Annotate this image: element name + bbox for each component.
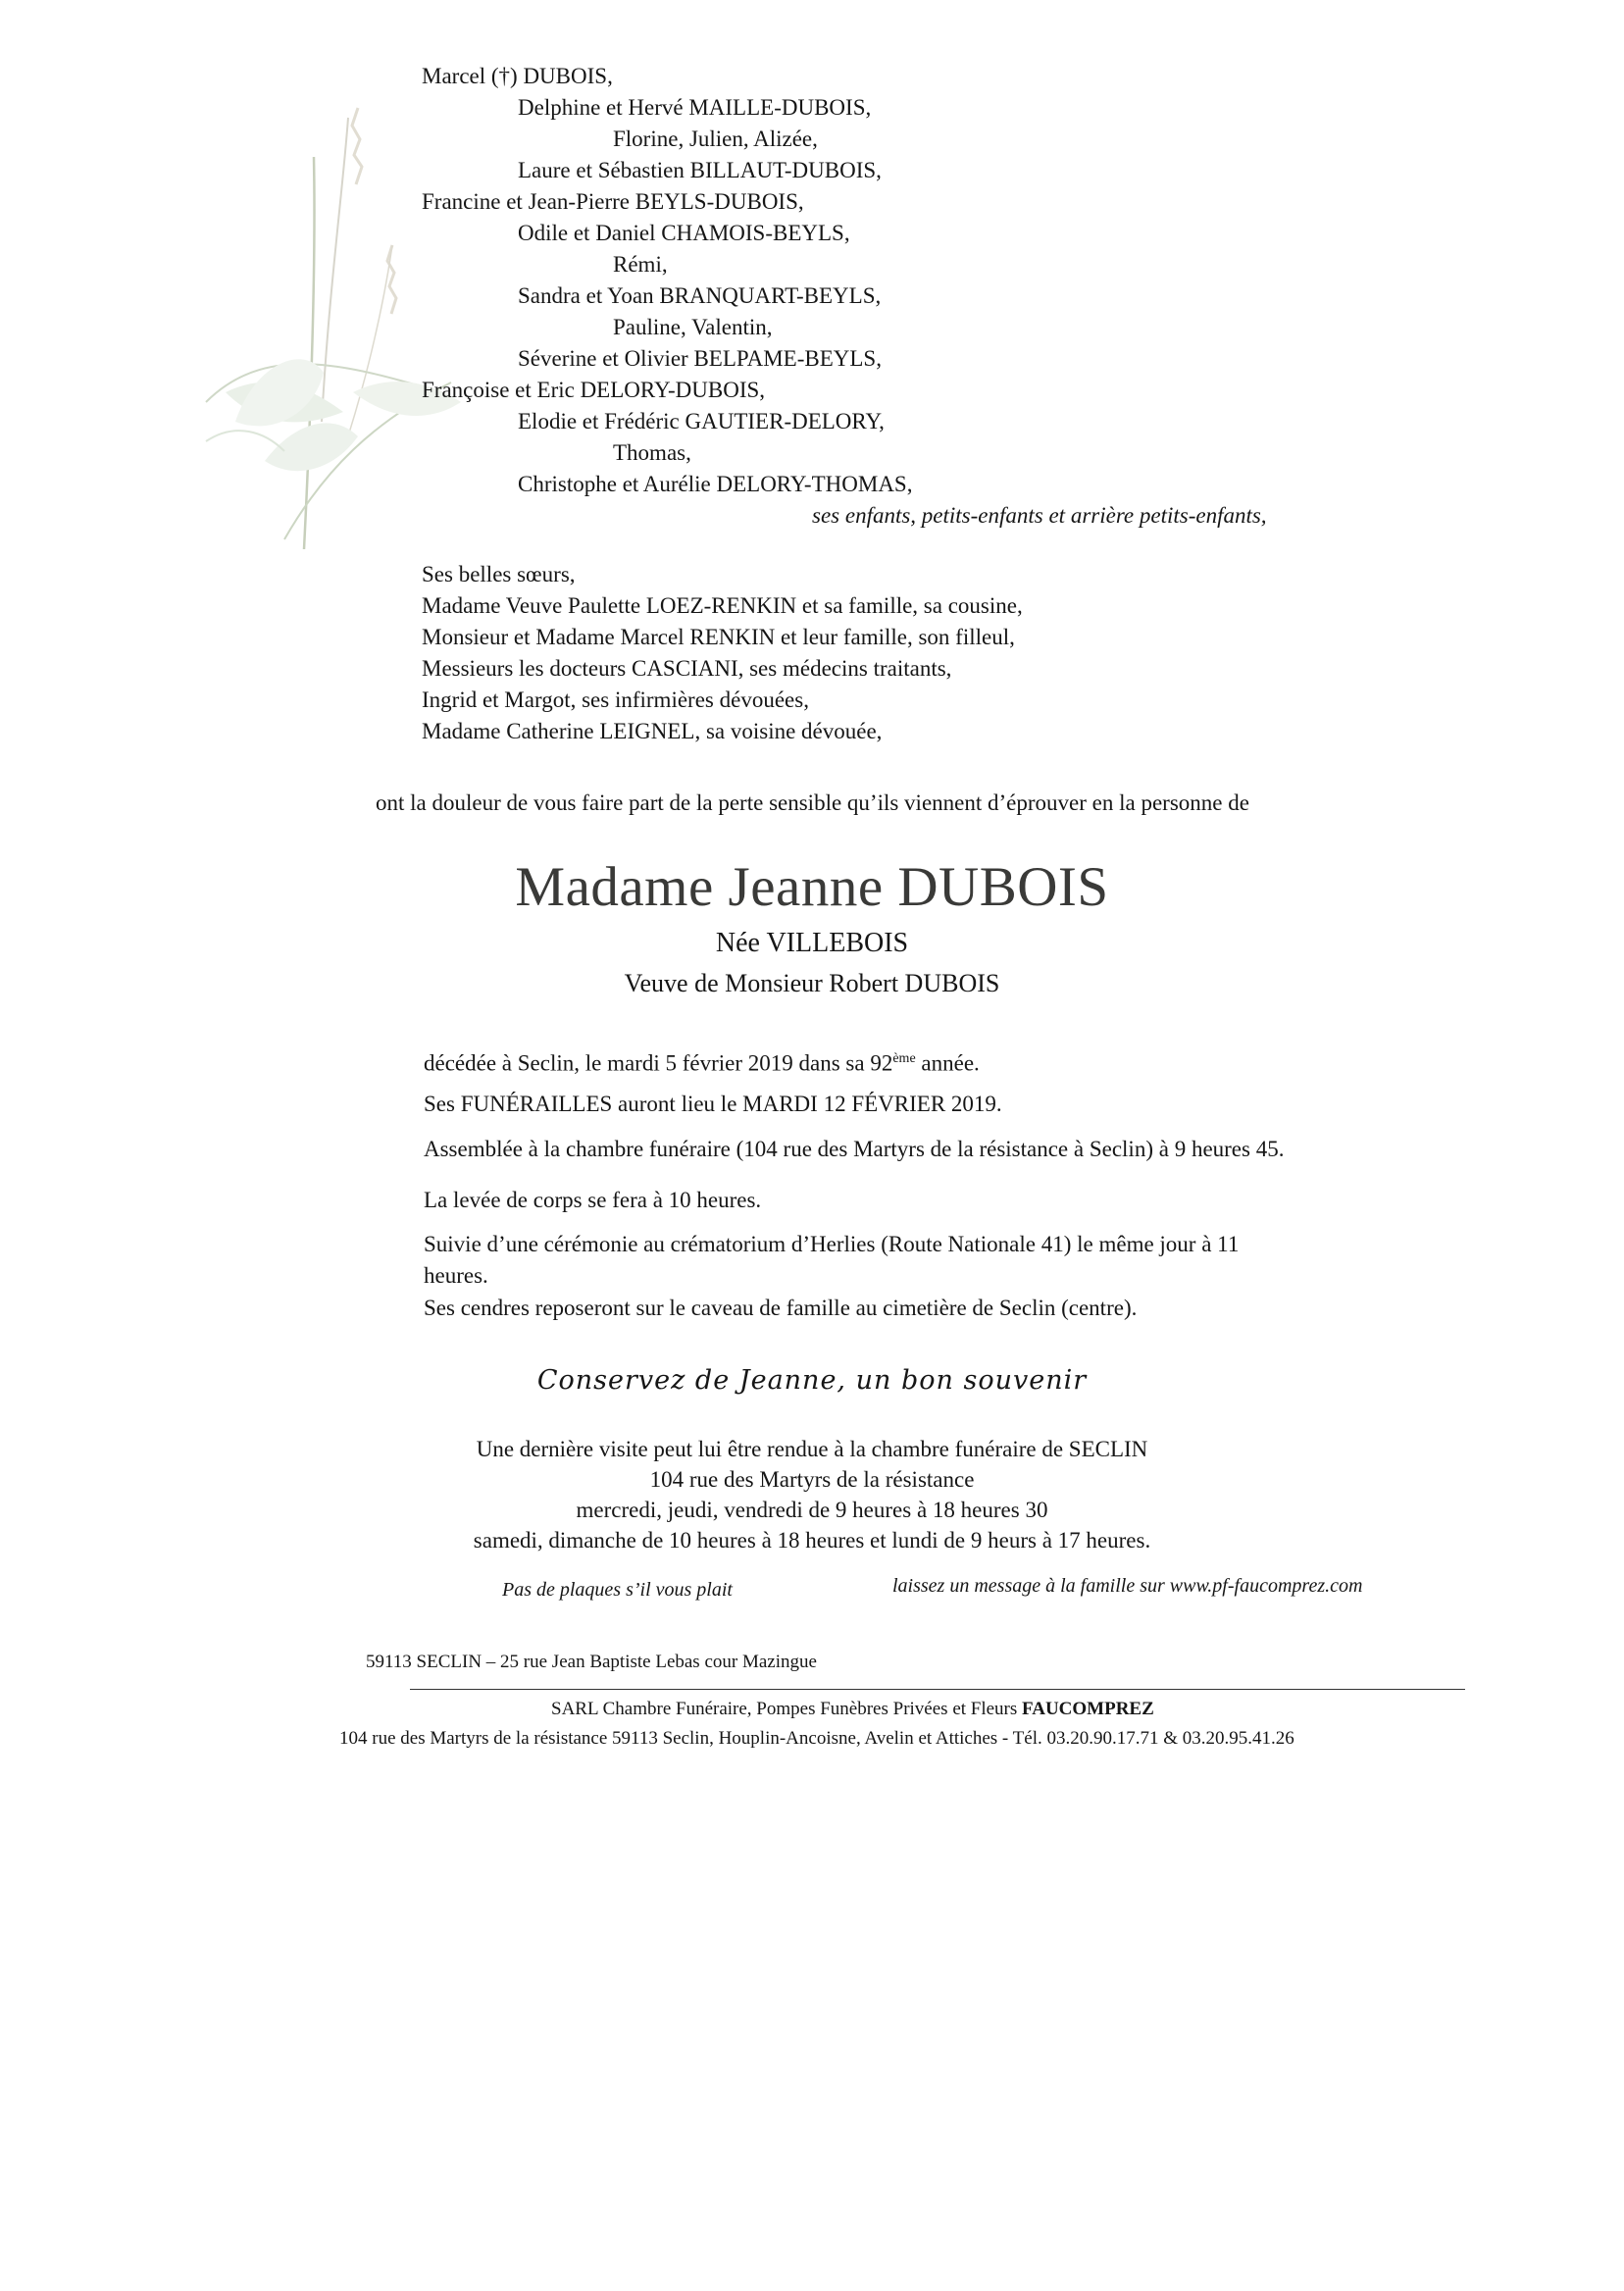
family-line: Sandra et Yoan BRANQUART-BEYLS, [518,283,882,308]
others-line: Madame Catherine LEIGNEL, sa voisine dévouée, [422,719,883,743]
footer-divider [410,1689,1465,1690]
family-line: Francine et Jean-Pierre BEYLS-DUBOIS, [422,189,804,214]
visit-line: 104 rue des Martyrs de la résistance [649,1467,975,1492]
announcement-text: ont la douleur de vous faire part de la perte sensible qu’ils viennent d’éprouver en la personne de [376,790,1249,815]
family-line: Delphine et Hervé MAILLE-DUBOIS, [518,95,872,120]
online-message-note: laissez un message à la famille sur www.pf-faucomprez.com [892,1575,1363,1597]
others-line: Monsieur et Madame Marcel RENKIN et leur famille, son filleul, [422,625,1015,649]
footer-address: 59113 SECLIN – 25 rue Jean Baptiste Lebas cour Mazingue [366,1652,817,1672]
deceased-widow-of: Veuve de Monsieur Robert DUBOIS [624,969,1000,997]
company-label: SARL Chambre Funéraire, Pompes Funèbres Privées et Fleurs [551,1699,1023,1719]
family-line: Florine, Julien, Alizée, [613,127,818,151]
company-address: 104 rue des Martyrs de la résistance 59113 Seclin, Houplin-Ancoisne, Avelin et Attiches - Tél. 03.20.90.17.71 & 03.20.95.41.26 [339,1728,1294,1749]
family-line: Rémi, [613,252,668,277]
death-text: décédée à Seclin, le mardi 5 février 2019 dans sa 92 [424,1050,893,1076]
family-line: Elodie et Frédéric GAUTIER-DELORY, [518,409,885,433]
family-line: Marcel (†) DUBOIS, [422,64,613,88]
death-line [424,1044,980,1080]
family-line: Laure et Sébastien BILLAUT-DUBOIS, [518,158,882,182]
family-line: Pauline, Valentin, [613,315,773,339]
company-line [551,1699,1154,1720]
family-line: Odile et Daniel CHAMOIS-BEYLS, [518,221,850,245]
visit-line: samedi, dimanche de 10 heures à 18 heures et lundi de 9 heurs à 17 heures. [473,1528,1151,1553]
no-plaques-note: Pas de plaques s’il vous plait [502,1579,733,1601]
memory-phrase: Conservez de Jeanne, un bon souvenir [536,1365,1088,1396]
others-line: Ses belles sœurs, [422,562,576,586]
lily-flower-illustration [147,98,471,559]
deceased-name: Madame Jeanne DUBOIS [515,856,1109,918]
family-line: Christophe et Aurélie DELORY-THOMAS, [518,472,913,496]
others-line: Madame Veuve Paulette LOEZ-RENKIN et sa famille, sa cousine, [422,593,1023,618]
ceremony-line: Suivie d’une cérémonie au crématorium d’Herlies (Route Nationale 41) le même jour à 11 [424,1232,1240,1256]
deceased-birth-name: Née VILLEBOIS [715,928,909,958]
levee-line: La levée de corps se fera à 10 heures. [424,1188,762,1212]
visit-line: Une dernière visite peut lui être rendue à la chambre funéraire de SECLIN [476,1437,1148,1461]
visit-line: mercredi, jeudi, vendredi de 9 heures à 18 heures 30 [576,1498,1048,1522]
family-line: Françoise et Eric DELORY-DUBOIS, [422,378,766,402]
family-summary: ses enfants, petits-enfants et arrière petits-enfants, [812,503,1267,528]
ceremony-line-continued: heures. [424,1263,488,1288]
family-line: Séverine et Olivier BELPAME-BEYLS, [518,346,882,371]
family-line: Thomas, [613,440,691,465]
death-suffix: année. [915,1050,980,1076]
others-line: Messieurs les docteurs CASCIANI, ses médecins traitants, [422,656,952,681]
ashes-line: Ses cendres reposeront sur le caveau de famille au cimetière de Seclin (centre). [424,1296,1138,1320]
funeral-line: Ses FUNÉRAILLES auront lieu le MARDI 12 FÉVRIER 2019. [424,1092,1002,1116]
death-ordinal-sup: ème [892,1051,916,1066]
company-name: FAUCOMPREZ [1022,1699,1154,1719]
others-line: Ingrid et Margot, ses infirmières dévouées, [422,687,809,712]
assembly-line: Assemblée à la chambre funéraire (104 rue des Martyrs de la résistance à Seclin) à 9 heures 45. [424,1137,1285,1161]
